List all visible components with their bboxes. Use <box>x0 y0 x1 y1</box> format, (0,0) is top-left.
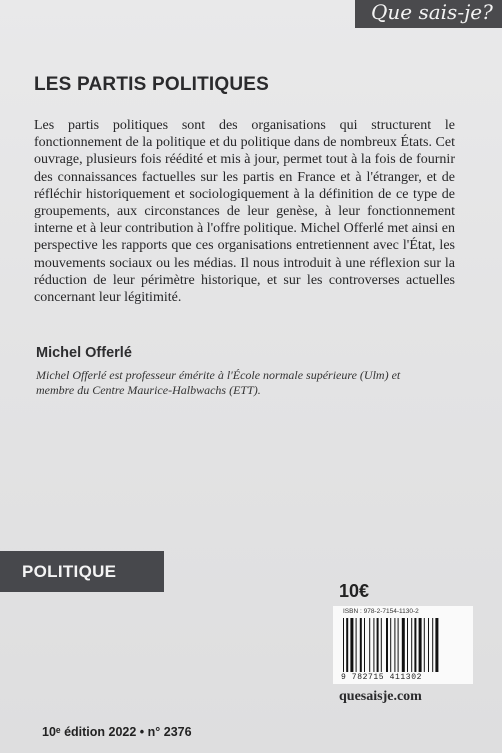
price: 10€ <box>339 581 370 601</box>
series-label: Que sais-je? <box>355 0 502 28</box>
barcode-block <box>333 606 473 684</box>
book-summary: Les partis politiques sont des organisations qui structurent le fonctionnement de la politique et du politique dans de nombreux États. Cet ouvrage, plusieurs fois réédité et mis à jour, permet tout à la fois de fournir des connaissances factuelles sur les partis en France et à l'étranger, et de réfléchir historiquement et sociologiquement à la définition de ce type de groupements, aux circonstances de leur genèse, à leur fonctionnement interne et à leur contribution à l'offre politique. Michel Offerlé met ainsi en perspective les rapports que ces organisations entretiennent avec l'État, les mouvements sociaux ou les médias. Il nous introduit à une réflexion sur la réduction de leur périmètre historique, et sur les controverses actuelles concernant leur légitimité. <box>34 118 455 306</box>
book-title: LES PARTIS POLITIQUES <box>34 74 270 95</box>
ean-number: 9 782715 411302 <box>341 673 423 682</box>
edition-info: 10ᵉ édition 2022 • n° 2376 <box>42 725 192 739</box>
website-link[interactable]: quesaisje.com <box>339 689 422 704</box>
barcode-icon <box>343 618 463 672</box>
author-name: Michel Offerlé <box>36 345 132 361</box>
isbn-number: ISBN : 978-2-7154-1130-2 <box>343 608 419 615</box>
category-label: POLITIQUE <box>0 551 164 592</box>
author-bio: Michel Offerlé est professeur émérite à l'École normale supérieure (Ulm) et membre du Centre Maurice-Halbwachs (ETT). <box>36 368 401 397</box>
